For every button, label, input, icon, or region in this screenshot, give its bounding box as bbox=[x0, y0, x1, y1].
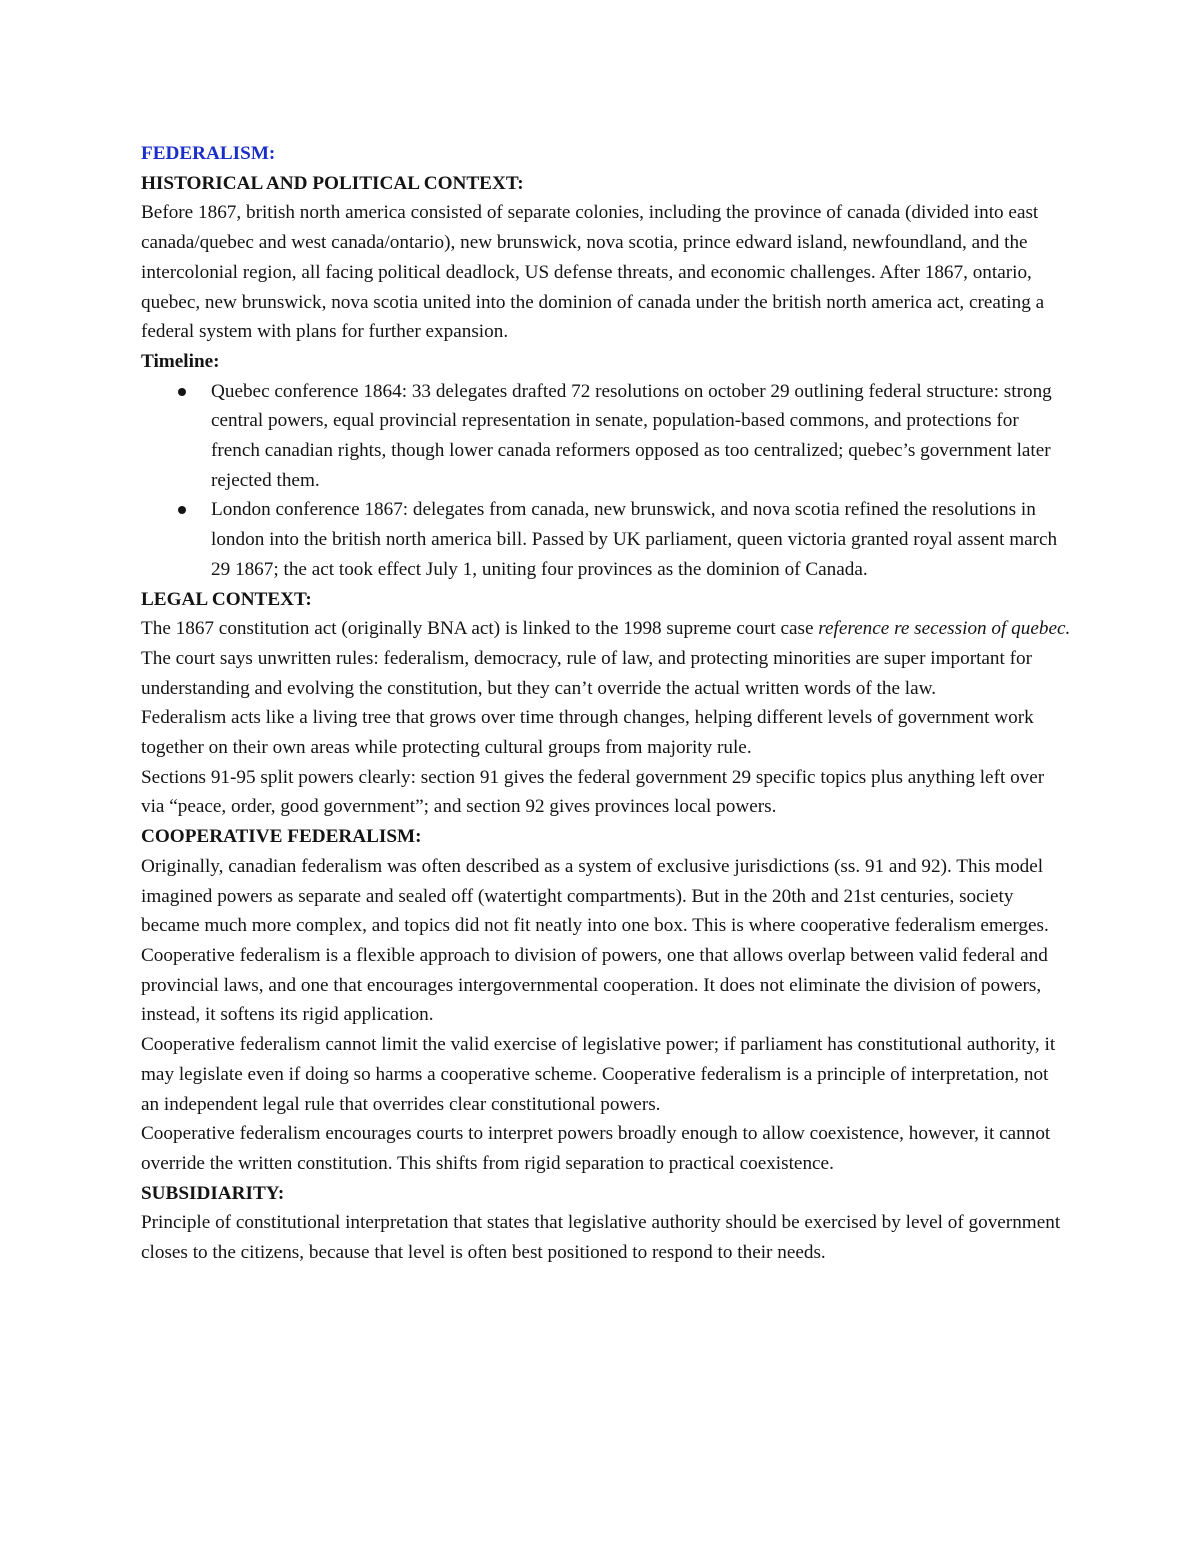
legal-p1-continuation: The court says unwritten rules: federalism, democracy, rule of law, and protecting minorities are super important for understanding and evolving the constitution, but they can’t override the actual written words of the law. bbox=[141, 647, 1033, 699]
cooperative-paragraph: Cooperative federalism cannot limit the valid exercise of legislative power; if parliament has constitutional authority, it may legislate even if doing so harms a cooperative scheme. Cooperative federalism is a principle of interpretation, not an independent legal rule that overrides clear constitutional powers. bbox=[141, 1034, 1056, 1115]
historical-paragraph: Before 1867, british north america consisted of separate colonies, including the province of canada (divided into east canada/quebec and west canada/ontario), new brunswick, nova scotia, prince edward island, newfoundland, and the intercolonial region, all facing political deadlock, US defense threats, and economic challenges. After 1867, ontario, quebec, new brunswick, nova scotia united into the dominion of canada under the british north america act, creating a federal system with plans for further expansion. bbox=[141, 202, 1045, 343]
document-body bbox=[141, 139, 1071, 1268]
timeline-list bbox=[141, 377, 1071, 585]
case-name: reference re secession of quebec. bbox=[818, 618, 1071, 640]
timeline-label: Timeline: bbox=[141, 350, 220, 372]
cooperative-paragraph: Cooperative federalism is a flexible approach to division of powers, one that allows overlap between valid federal and provincial laws, and one that encourages intergovernmental cooperation. It does not eliminate the division of powers, instead, it softens its rigid application. bbox=[141, 944, 1048, 1026]
bullet-icon bbox=[178, 506, 186, 514]
timeline-item bbox=[211, 495, 1071, 584]
cooperative-heading: COOPERATIVE FEDERALISM: bbox=[141, 826, 422, 848]
legal-heading: LEGAL CONTEXT: bbox=[141, 588, 312, 610]
historical-heading: HISTORICAL AND POLITICAL CONTEXT: bbox=[141, 172, 524, 194]
subsidiarity-heading: SUBSIDIARITY: bbox=[141, 1182, 285, 1204]
legal-paragraph-1 bbox=[141, 614, 1071, 703]
timeline-item-text: Quebec conference 1864: 33 delegates drafted 72 resolutions on october 29 outlining federal structure: strong central powers, equal provincial representation in senate, population-based commons, and protections for french canadian rights, though lower canada reformers opposed as too centralized; quebec’s government later rejected them. bbox=[211, 380, 1052, 491]
cooperative-paragraph: Originally, canadian federalism was often described as a system of exclusive jurisdictions (ss. 91 and 92). This model imagined powers as separate and sealed off (watertight compartments). But in the 20th and 21st centuries, society became much more complex, and topics did not fit neatly into one box. This is where cooperative federalism emerges. bbox=[141, 855, 1049, 937]
timeline-item-text: London conference 1867: delegates from canada, new brunswick, and nova scotia refined the resolutions in london into the british north america bill. Passed by UK parliament, queen victoria granted royal assent march 29 1867; the act took effect July 1, uniting four provinces as the dominion of Canada. bbox=[211, 499, 1058, 580]
subsidiarity-paragraph: Principle of constitutional interpretation that states that legislative authority should be exercised by level of government closes to the citizens, because that level is often best positioned to respond to their needs. bbox=[141, 1212, 1061, 1264]
bullet-icon bbox=[178, 388, 186, 396]
timeline-item bbox=[211, 377, 1071, 496]
cooperative-paragraph: Cooperative federalism encourages courts to interpret powers broadly enough to allow coexistence, however, it cannot override the written constitution. This shifts from rigid separation to practical coexistence. bbox=[141, 1123, 1051, 1174]
document-title: FEDERALISM: bbox=[141, 143, 276, 164]
legal-p1-text: The 1867 constitution act (originally BNA act) is linked to the 1998 supreme court case bbox=[141, 618, 819, 640]
legal-paragraph-3: Sections 91-95 split powers clearly: section 91 gives the federal government 29 specific topics plus anything left over via “peace, order, good government”; and section 92 gives provinces local powers. bbox=[141, 766, 1045, 818]
legal-paragraph-2: Federalism acts like a living tree that grows over time through changes, helping different levels of government work together on their own areas while protecting cultural groups from majority rule. bbox=[141, 707, 1034, 759]
